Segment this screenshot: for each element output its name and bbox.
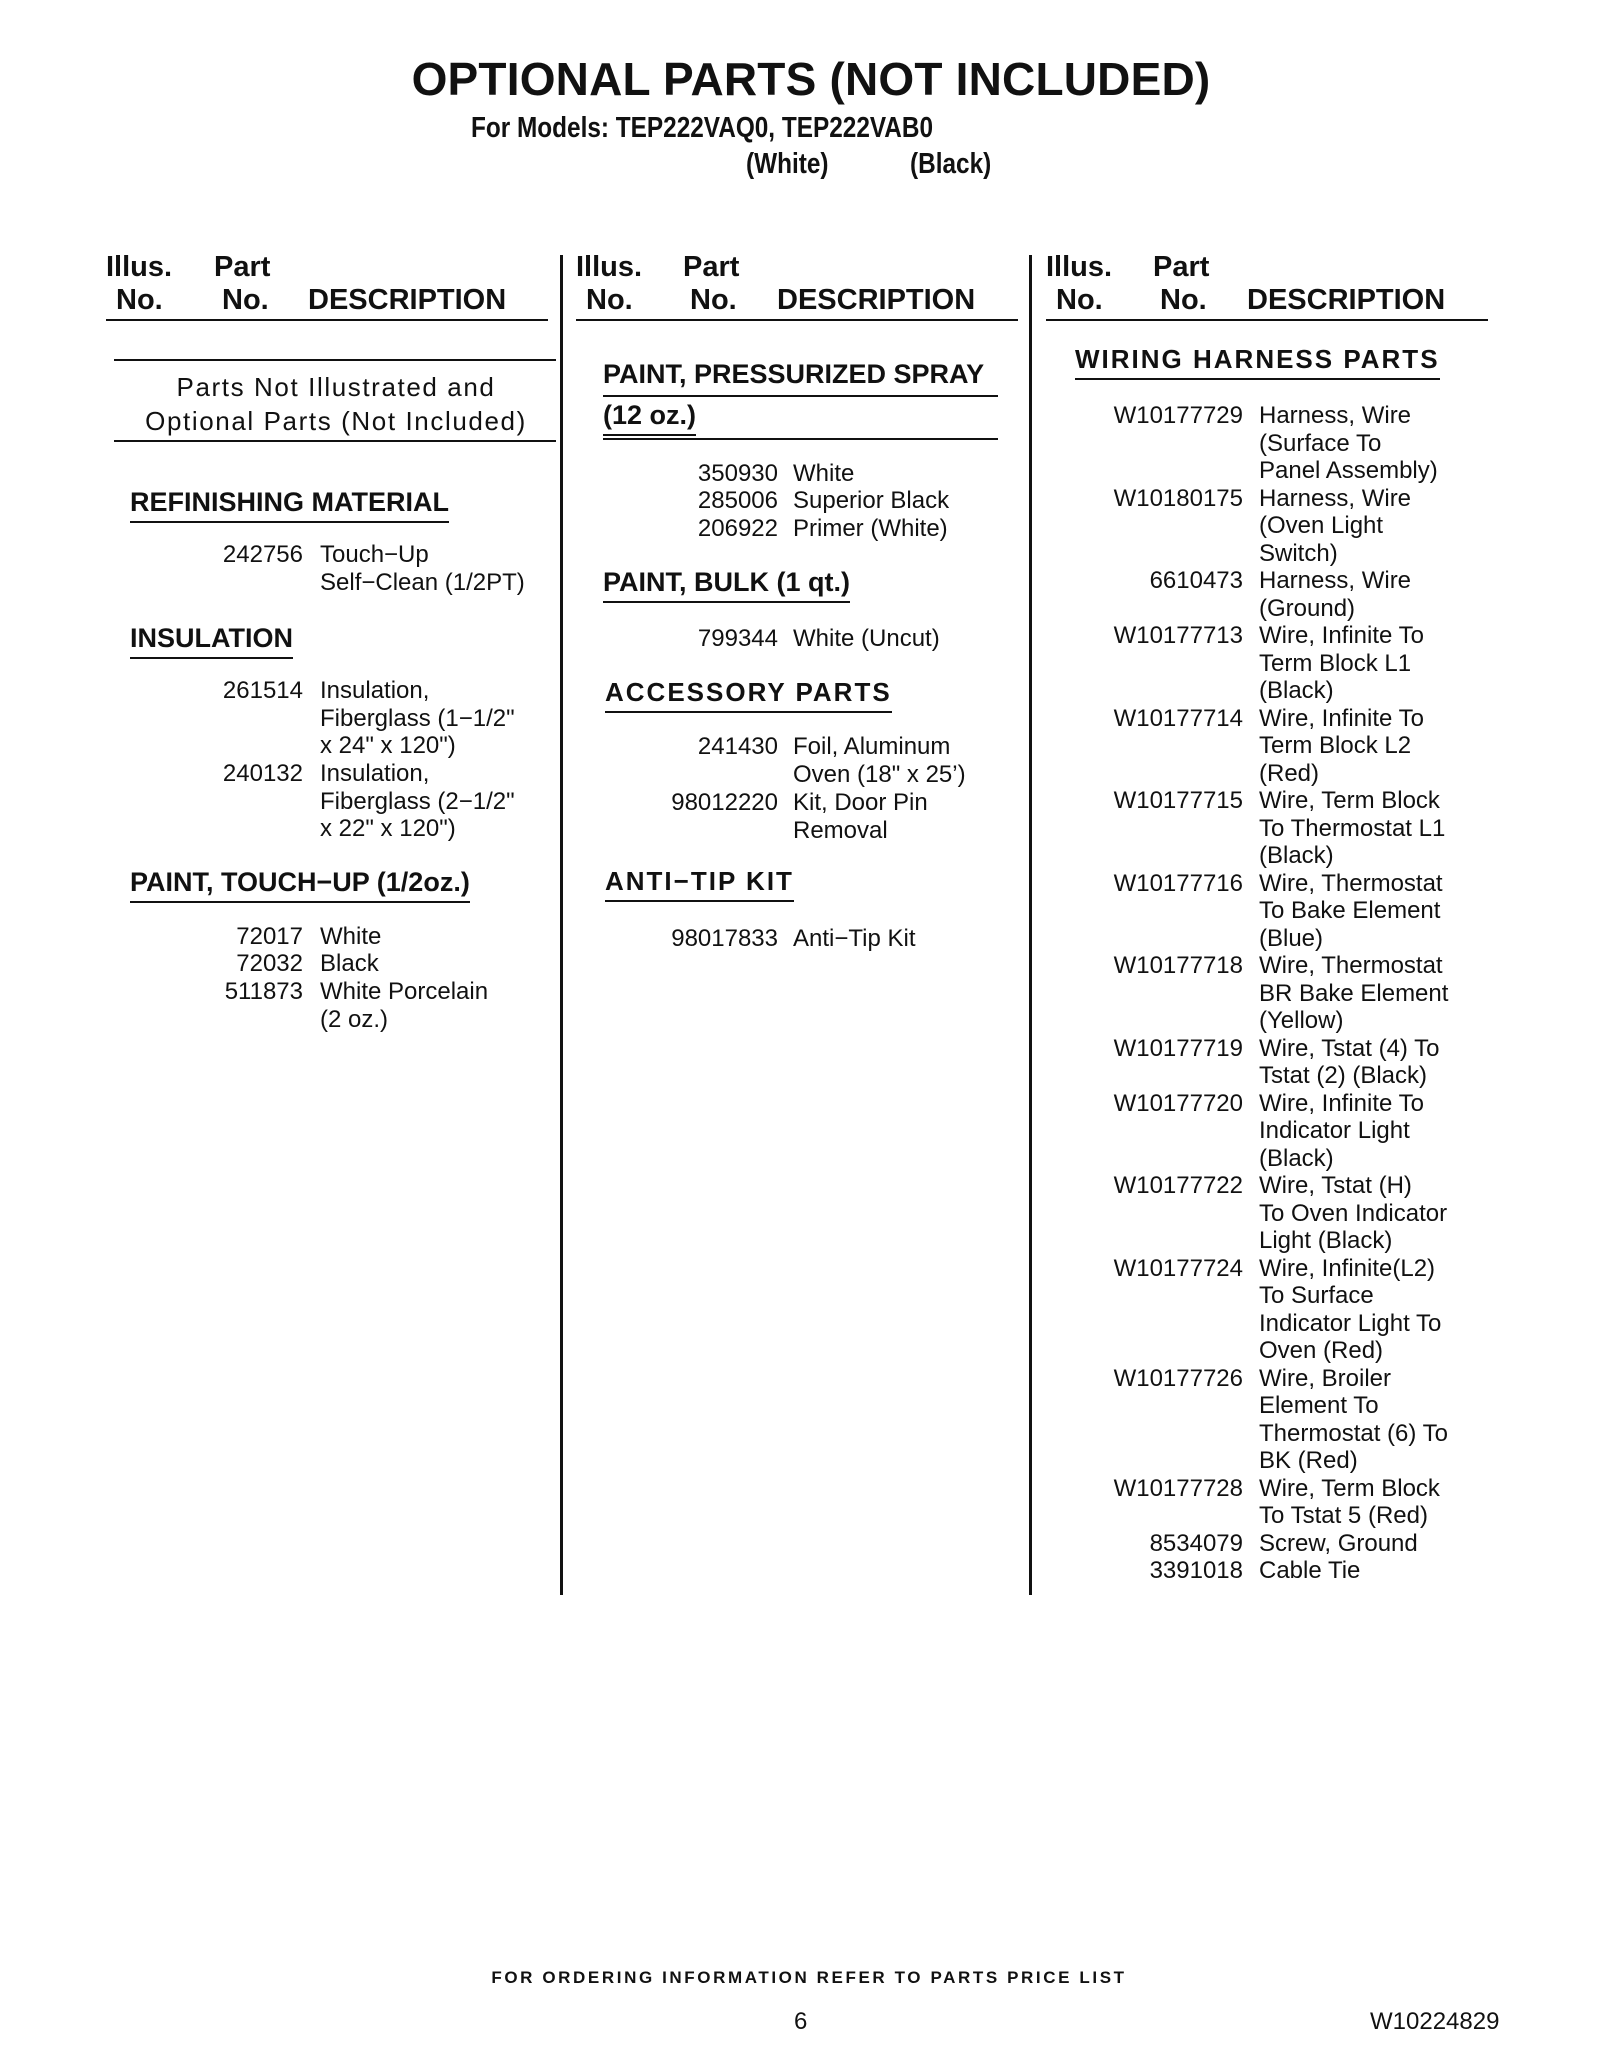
part-description: Wire, Infinite To Term Block L2 (Red) [1259, 704, 1424, 787]
col1-part-header: Part [214, 251, 271, 283]
part-description: Wire, Tstat (H) To Oven Indicator Light (Black) [1259, 1172, 1448, 1254]
part-number-511873: 511873 [224, 978, 303, 1005]
col1-illus-no-header: No. [116, 284, 163, 316]
variant-black-label: (Black) [910, 148, 992, 180]
col3-part-no-header: No. [1160, 284, 1207, 316]
section-heading-wiring-harness: WIRING HARNESS PARTS [1075, 344, 1440, 380]
list-item [1080, 402, 1500, 485]
section-heading-insulation: INSULATION [130, 623, 293, 659]
parts-not-illustrated-top-rule [114, 359, 556, 361]
col2-part-no-header: No. [690, 284, 737, 316]
col2-header-rule [576, 319, 1018, 321]
parts-not-illustrated-box [118, 370, 554, 438]
part-description: Wire, Thermostat BR Bake Element (Yellow) [1259, 952, 1449, 1034]
col1-header-rule [106, 319, 548, 321]
section-heading-paint-bulk: PAINT, BULK (1 qt.) [603, 567, 850, 603]
section-heading-anti-tip: ANTI−TIP KIT [605, 866, 794, 902]
list-item [1080, 705, 1500, 788]
section-heading-paint-spray-size: (12 oz.) [603, 400, 696, 436]
part-description: Screw, Ground [1259, 1529, 1418, 1557]
part-number: W10180175 [1113, 484, 1243, 512]
list-item [1080, 1475, 1500, 1530]
section-heading-paint-touchup: PAINT, TOUCH−UP (1/2oz.) [130, 867, 470, 903]
column-divider-2 [1029, 255, 1032, 1595]
model-numbers: For Models: TEP222VAQ0, TEP222VAB0 [470, 112, 934, 144]
part-description: Wire, Broiler Element To Thermostat (6) To BK (Red) [1259, 1364, 1448, 1474]
part-number: W10177722 [1113, 1172, 1243, 1199]
variant-white-label: (White) [746, 148, 829, 180]
part-description-242756: Touch−Up Self−Clean (1/2PT) [320, 541, 525, 596]
parts-not-illustrated-line-1: Parts Not Illustrated and [176, 372, 496, 402]
part-number: W10177716 [1113, 869, 1243, 897]
part-description-350930: White [793, 460, 855, 487]
part-number-98017833: 98017833 [671, 925, 778, 952]
part-number-72017: 72017 [236, 923, 303, 950]
part-number: W10177715 [1113, 787, 1243, 814]
part-number: 6610473 [1149, 567, 1243, 594]
paint-spray-bottom-rule [603, 438, 998, 440]
part-description-261514: Insulation, Fiberglass (1−1/2" x 24" x 120") [320, 677, 515, 759]
part-description: Wire, Infinite(L2) To Surface Indicator Light To Oven (Red) [1259, 1254, 1442, 1364]
col1-description-header: DESCRIPTION [308, 284, 507, 316]
part-number: W10177726 [1113, 1364, 1243, 1392]
part-description: Wire, Term Block To Thermostat L1 (Black) [1259, 787, 1446, 869]
col3-description-header: DESCRIPTION [1247, 284, 1446, 316]
list-item [1080, 567, 1500, 622]
paint-spray-mid-rule [603, 395, 998, 397]
list-item [1080, 1365, 1500, 1475]
part-description: Cable Tie [1259, 1557, 1361, 1584]
list-item [1080, 1530, 1500, 1558]
part-description-240132: Insulation, Fiberglass (2−1/2" x 22" x 120") [320, 760, 515, 842]
part-number: W10177714 [1113, 704, 1243, 732]
part-number-285006: 285006 [697, 487, 778, 514]
list-item [1080, 1035, 1500, 1090]
list-item [1080, 622, 1500, 705]
part-number-350930: 350930 [697, 460, 778, 487]
part-description-285006: Superior Black [793, 487, 950, 514]
list-item [1080, 787, 1500, 870]
column-divider-1 [560, 255, 563, 1595]
list-item [1080, 1090, 1500, 1173]
part-description: Wire, Tstat (4) To Tstat (2) (Black) [1259, 1034, 1440, 1089]
col1-part-no-header: No. [222, 284, 269, 316]
part-description-511873: White Porcelain (2 oz.) [320, 978, 489, 1033]
col2-illus-no-header: No. [586, 284, 633, 316]
part-number-261514: 261514 [222, 677, 303, 704]
part-number-241430: 241430 [697, 733, 778, 760]
part-description-98012220: Kit, Door Pin Removal [793, 789, 928, 844]
part-description-799344: White (Uncut) [793, 625, 940, 652]
part-number: W10177724 [1113, 1254, 1243, 1282]
col3-illus-no-header: No. [1056, 284, 1103, 316]
col3-part-header: Part [1153, 251, 1210, 283]
part-description-98017833: Anti−Tip Kit [793, 925, 916, 952]
part-description: Wire, Term Block To Tstat 5 (Red) [1259, 1474, 1440, 1529]
part-description-206922: Primer (White) [793, 515, 948, 542]
part-description-241430: Foil, Aluminum Oven (18" x 25’) [793, 733, 966, 788]
part-number: 3391018 [1149, 1557, 1243, 1584]
part-number: W10177720 [1113, 1089, 1243, 1117]
col3-illus-header: Illus. [1046, 251, 1113, 283]
part-number-799344: 799344 [697, 625, 778, 652]
col2-illus-header: Illus. [576, 251, 643, 283]
part-number: W10177713 [1113, 622, 1243, 649]
wiring-harness-list [1080, 402, 1500, 1585]
part-number: W10177729 [1113, 402, 1243, 429]
part-description-72032: Black [320, 950, 379, 977]
page-title: OPTIONAL PARTS (NOT INCLUDED) [411, 53, 1211, 105]
part-number-240132: 240132 [222, 760, 303, 787]
part-description: Harness, Wire (Surface To Panel Assembly) [1259, 402, 1438, 484]
list-item [1080, 952, 1500, 1035]
section-heading-refinishing: REFINISHING MATERIAL [130, 487, 449, 523]
document-number: W10224829 [1370, 2008, 1500, 2035]
list-item [1080, 1172, 1500, 1255]
list-item [1080, 1557, 1500, 1585]
part-description: Harness, Wire (Ground) [1259, 567, 1412, 622]
ordering-footer: FOR ORDERING INFORMATION REFER TO PARTS PRICE LIST [491, 1968, 1127, 1987]
list-item [1080, 870, 1500, 953]
col3-header-rule [1046, 319, 1488, 321]
part-description-72017: White [320, 923, 382, 950]
col1-illus-header: Illus. [106, 251, 173, 283]
parts-not-illustrated-line-2: Optional Parts (Not Included) [145, 406, 527, 436]
part-number: W10177719 [1113, 1034, 1243, 1062]
list-item [1080, 485, 1500, 568]
part-number-72032: 72032 [236, 950, 303, 977]
col2-part-header: Part [683, 251, 740, 283]
parts-not-illustrated-bottom-rule [114, 440, 556, 442]
part-description: Wire, Thermostat To Bake Element (Blue) [1259, 869, 1443, 952]
part-description: Harness, Wire (Oven Light Switch) [1259, 484, 1412, 567]
part-number-242756: 242756 [222, 541, 303, 568]
part-number: 8534079 [1149, 1529, 1243, 1557]
page-number: 6 [794, 2008, 808, 2035]
part-number: W10177728 [1113, 1474, 1243, 1502]
section-heading-paint-spray: PAINT, PRESSURIZED SPRAY [603, 359, 985, 389]
part-description: Wire, Infinite To Indicator Light (Black) [1259, 1089, 1424, 1172]
section-heading-accessory: ACCESSORY PARTS [605, 677, 892, 713]
part-number-98012220: 98012220 [671, 789, 778, 816]
part-number-206922: 206922 [697, 515, 778, 542]
list-item [1080, 1255, 1500, 1365]
part-number: W10177718 [1113, 952, 1243, 979]
part-description: Wire, Infinite To Term Block L1 (Black) [1259, 622, 1424, 704]
col2-description-header: DESCRIPTION [777, 284, 976, 316]
